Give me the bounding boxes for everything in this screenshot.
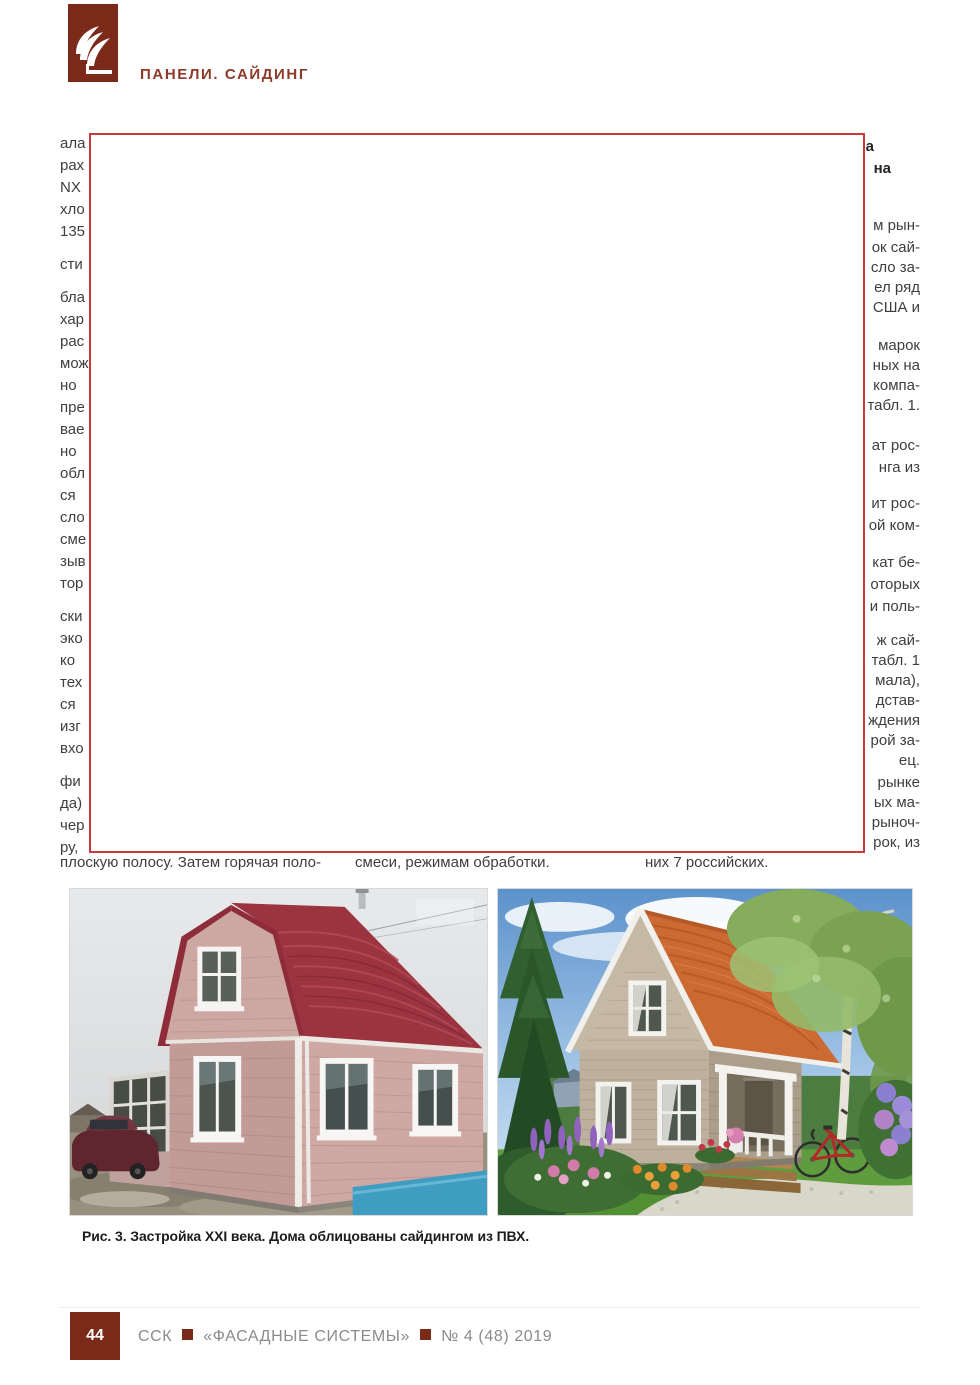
text-fragment: ых ма- [873, 794, 920, 811]
house-photo-beige-siding-garden [498, 889, 912, 1215]
section-title: ПАНЕЛИ. САЙДИНГ [140, 66, 309, 83]
text-fragment: м рын- [873, 217, 920, 234]
text-fragment: ных на [872, 357, 920, 374]
text-fragment: пре [60, 399, 85, 416]
figure-photo-left [69, 888, 488, 1216]
text-fragment: дстав- [875, 692, 920, 709]
text-fragment: NX [60, 179, 81, 196]
text-fragment: рой за- [870, 732, 920, 749]
text-fragment: табл. 1. [867, 397, 920, 414]
text-fragment: да) [60, 795, 83, 812]
text-fragment: США и [872, 299, 920, 316]
text-fragment: изг [60, 718, 81, 735]
text-fragment: ждения [868, 712, 920, 729]
text-fragment: сме [60, 531, 87, 548]
text-fragment: тор [60, 575, 84, 592]
footer-separator-icon [182, 1329, 193, 1340]
text-fragment: но [60, 377, 77, 394]
text-fragment: зыв [60, 553, 86, 570]
text-fragment: на [873, 160, 891, 177]
text-fragment: сти [60, 256, 83, 273]
footer-series: «ФАСАДНЫЕ СИСТЕМЫ» [203, 1328, 411, 1345]
redaction-overlay [89, 133, 865, 853]
footer-rule [60, 1307, 920, 1308]
text-fragment: 135 [60, 223, 86, 240]
text-fragment: эко [60, 630, 83, 647]
page-number: 44 [86, 1327, 104, 1344]
text-fragment: обл [60, 465, 86, 482]
text-fragment: рынке [877, 774, 920, 791]
text-fragment: ок сай- [871, 239, 920, 256]
text-fragment: хар [60, 311, 85, 328]
text-fragment: оторых [870, 576, 920, 593]
text-fragment: ся [60, 696, 76, 713]
text-fragment: марок [878, 337, 920, 354]
text-fragment: ся [60, 487, 76, 504]
text-fragment: рок, из [873, 834, 920, 851]
text-fragment: табл. 1 [871, 652, 920, 669]
text-fragment: плоскую полосу. Затем горячая поло- [60, 854, 321, 871]
text-fragment: нга из [878, 459, 920, 476]
text-fragment: рах [60, 157, 85, 174]
figure-photo-right [497, 888, 913, 1216]
text-fragment: рас [60, 333, 85, 350]
footer-issue: № 4 (48) 2019 [441, 1328, 553, 1345]
text-fragment: тех [60, 674, 83, 691]
text-fragment: вхо [60, 740, 84, 757]
text-fragment: вае [60, 421, 85, 438]
text-fragment: чер [60, 817, 85, 834]
text-fragment: ала [60, 135, 86, 152]
figure-caption: Рис. 3. Застройка XXI века. Дома облицованы сайдингом из ПВХ. [82, 1228, 530, 1244]
text-fragment: ат рос- [871, 437, 920, 454]
text-fragment: хло [60, 201, 85, 218]
text-fragment: сло [60, 509, 85, 526]
text-fragment: мала), [875, 672, 920, 689]
text-fragment: сло за- [870, 259, 920, 276]
text-fragment: бла [60, 289, 86, 306]
page-number-badge [70, 1312, 120, 1360]
text-fragment: ит рос- [871, 495, 920, 512]
text-fragment: ец. [898, 752, 920, 769]
text-fragment: рыноч- [871, 814, 920, 831]
text-fragment: ой ком- [868, 517, 920, 534]
footer-journal: ССК [138, 1328, 173, 1345]
text-fragment: ски [60, 608, 83, 625]
text-fragment: фи [60, 773, 81, 790]
footer-journal-line [138, 1328, 552, 1346]
text-fragment: кат бе- [872, 554, 920, 571]
text-fragment: ел ряд [874, 279, 920, 296]
text-fragment: них 7 российских. [645, 854, 769, 871]
text-fragment: ж сай- [876, 632, 920, 649]
text-fragment: но [60, 443, 77, 460]
text-fragment: ко [60, 652, 76, 669]
text-fragment: и поль- [869, 598, 920, 615]
footer-separator-icon [420, 1329, 431, 1340]
text-fragment: а [865, 138, 874, 155]
text-fragment: смеси, режимам обработки. [355, 854, 550, 871]
text-fragment: ру, [60, 839, 79, 856]
house-photo-pink-siding [70, 889, 487, 1215]
text-fragment: компа- [873, 377, 920, 394]
text-fragment: мож [60, 355, 89, 372]
